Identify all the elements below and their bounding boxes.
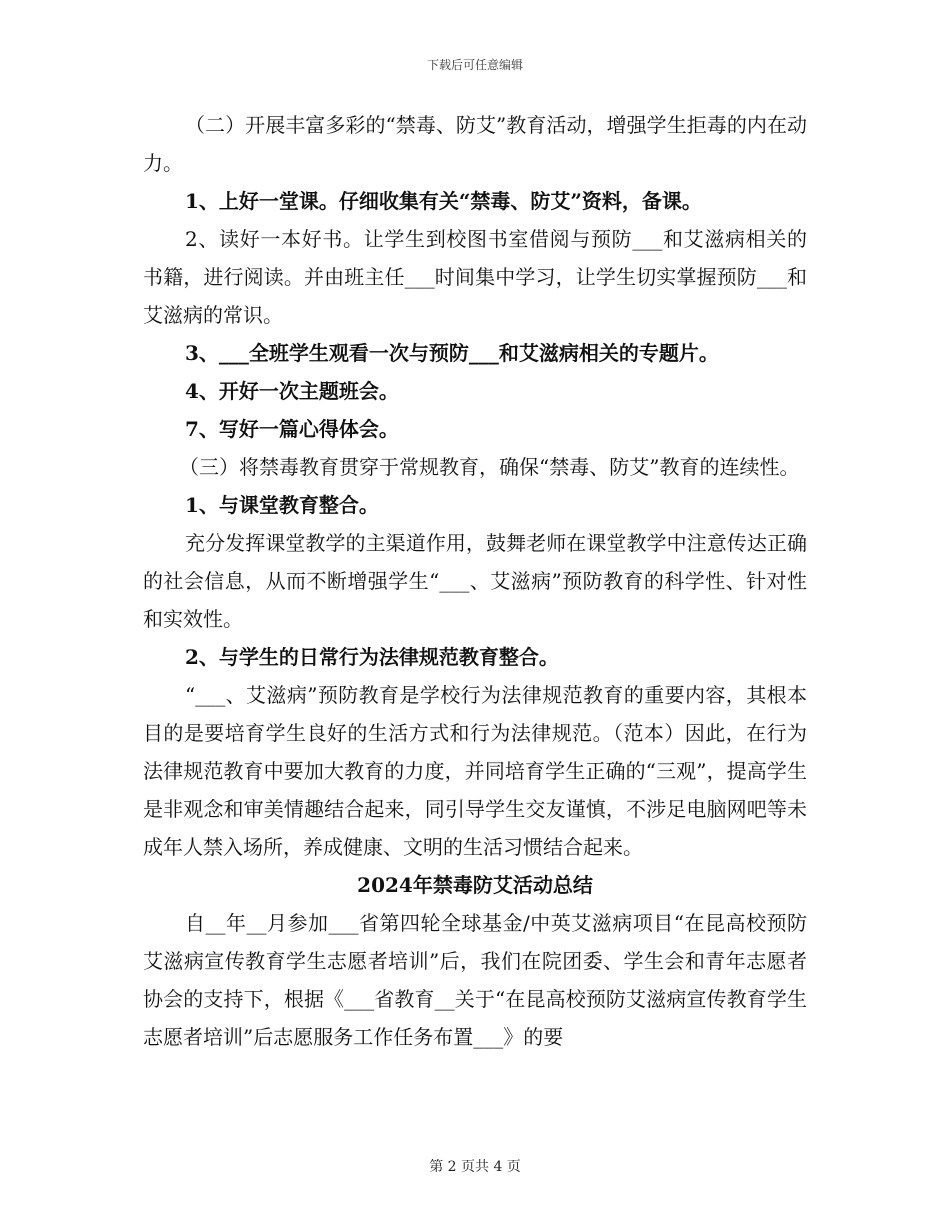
list-item-7: 7、写好一篇心得体会。 — [185, 417, 399, 441]
list-item-2: 2、读好一本好书。让学生到校图书室借阅与预防___和艾滋病相关的书籍，进行阅读。并由班主任___时间集中学习，让学生切实掌握预防___和艾滋病的常识。 — [143, 227, 807, 327]
subheading-behavior: 2、与学生的日常行为法律规范教育整合。 — [185, 645, 559, 669]
page-header: 下载后可任意编辑 — [426, 58, 523, 72]
list-item-1: 1、上好一堂课。仔细收集有关“禁毒、防艾”资料，备课。 — [185, 189, 702, 213]
document-body — [143, 106, 807, 1056]
document-title: 2024年禁毒防艾活动总结 — [357, 873, 593, 897]
page-footer: 第 2 页共 4 页 — [429, 1159, 521, 1175]
paragraph-behavior: “___、艾滋病”预防教育是学校行为法律规范教育的重要内容，其根本目的是要培育学生良好的生活方式和行为法律规范。（范本）因此，在行为法律规范教育中要加大教育的力度，并同培育学生正确的“三观”，提高学生是非观念和审美情趣结合起来，同引导学生交友谨慎，不涉足电脑网吧等未成年人禁入场所，养成健康、文明的生活习惯结合起来。 — [143, 683, 807, 859]
section-heading-2: （二）开展丰富多彩的“禁毒、防艾”教育活动，增强学生拒毒的内在动力。 — [143, 113, 807, 175]
paragraph-classroom: 充分发挥课堂教学的主渠道作用，鼓舞老师在课堂教学中注意传达正确的社会信息，从而不断增强学生“___、艾滋病”预防教育的科学性、针对性和实效性。 — [143, 531, 807, 631]
subheading-classroom: 1、与课堂教育整合。 — [185, 493, 379, 517]
section-heading-3: （三）将禁毒教育贯穿于常规教育，确保“禁毒、防艾”教育的连续性。 — [179, 455, 800, 479]
paragraph-summary: 自__年__月参加___省第四轮全球基金/中英艾滋病项目“在昆高校预防艾滋病宣传教育学生志愿者培训”后，我们在院团委、学生会和青年志愿者协会的支持下，根据《___省教育__关于“在昆高校预防艾滋病宣传教育学生志愿者培训”后志愿服务工作任务布置___》的要 — [143, 911, 807, 1049]
list-item-4: 4、开好一次主题班会。 — [185, 379, 399, 403]
list-item-3: 3、___全班学生观看一次与预防___和艾滋病相关的专题片。 — [185, 341, 719, 365]
